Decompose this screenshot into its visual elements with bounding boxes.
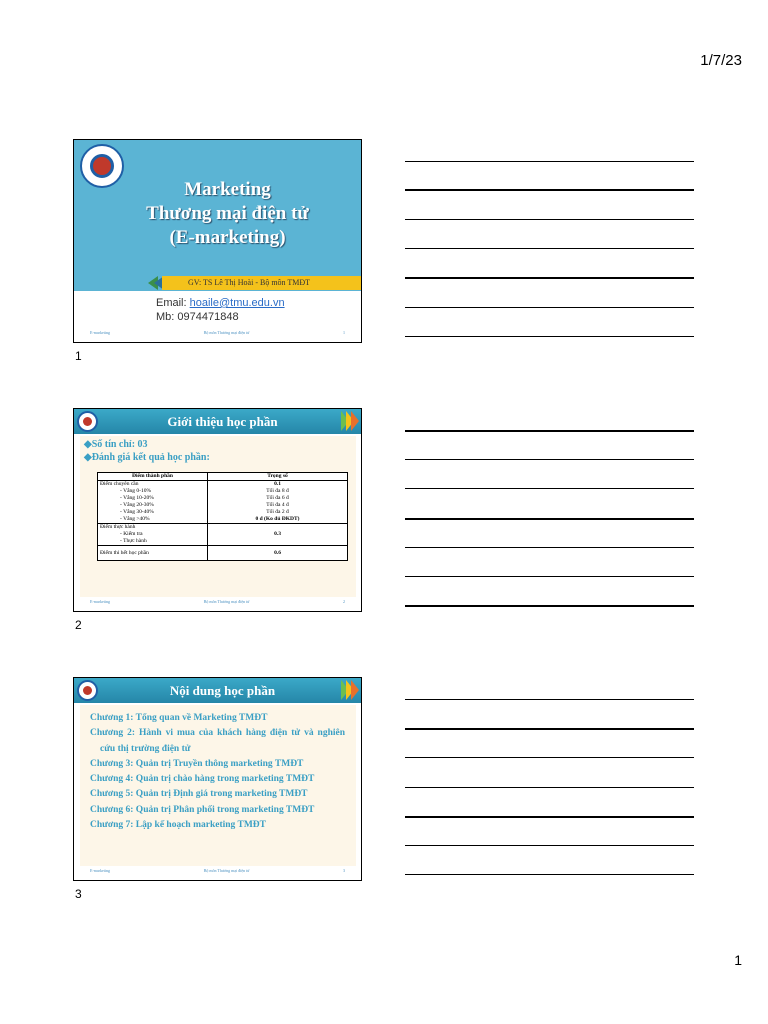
slide-3 bbox=[73, 677, 362, 881]
slide-title: Marketing Thương mại điện tử (E-marketing) bbox=[146, 179, 309, 248]
note-line bbox=[405, 189, 694, 191]
bullet-item: ◆Số tín chỉ: 03 bbox=[84, 439, 148, 450]
arrows-icon bbox=[341, 680, 359, 701]
slide-title: Nội dung học phần bbox=[169, 683, 276, 698]
note-line bbox=[405, 219, 694, 220]
slide-footer: E-marketing Bộ môn Thương mại điện tử 2 bbox=[90, 599, 345, 604]
slide-number: 3 bbox=[75, 887, 82, 901]
phone: Mb: 0974471848 bbox=[156, 311, 239, 323]
note-line bbox=[405, 728, 694, 730]
note-line bbox=[405, 547, 694, 548]
slide-2 bbox=[73, 408, 362, 612]
slide-footer: E-marketing Bộ môn Thương mại điện tử 3 bbox=[90, 868, 345, 873]
contact-info bbox=[156, 296, 285, 324]
table-row: Điểm thực hành - Kiểm tra - Thực hành 0.3 bbox=[98, 524, 348, 546]
note-line bbox=[405, 845, 694, 846]
table-row: Điểm thi hết học phần 0.6 bbox=[98, 546, 348, 561]
print-date: 1/7/23 bbox=[700, 52, 742, 69]
university-logo-icon bbox=[77, 680, 98, 701]
note-line bbox=[405, 161, 694, 162]
note-line bbox=[405, 248, 694, 249]
note-line bbox=[405, 787, 694, 788]
slide-number: 2 bbox=[75, 618, 82, 632]
note-line bbox=[405, 277, 694, 279]
slide-header bbox=[74, 678, 361, 703]
list-item: Chương 5: Quản trị Định giá trong marketing TMĐT bbox=[90, 789, 308, 800]
email-label: Email: bbox=[156, 297, 187, 309]
title-area bbox=[74, 140, 361, 291]
note-line bbox=[405, 488, 694, 489]
note-line bbox=[405, 336, 694, 337]
slide-header bbox=[74, 409, 361, 434]
slide-number: 1 bbox=[75, 349, 82, 363]
grading-table bbox=[97, 472, 348, 561]
university-logo-icon bbox=[77, 411, 98, 432]
note-line bbox=[405, 874, 694, 875]
arrows-icon bbox=[341, 411, 359, 432]
slide-title: Giới thiệu học phần bbox=[167, 414, 278, 429]
note-line bbox=[405, 605, 694, 607]
note-line bbox=[405, 459, 694, 460]
table-row: Điểm chuyên cần - Vắng 0-10% - Vắng 10-20% - Vắng 20-30% - Vắng 30-40% - Vắng >40% 0.1 Tối đa 8 đ Tối đa 6 đ Tối đa 4 đ Tối đa 2 đ 0 đ (Ko đủ ĐKDT) bbox=[98, 481, 348, 524]
chapter-list bbox=[90, 711, 345, 833]
lecturer-bar: GV: TS Lê Thị Hoài - Bộ môn TMĐT bbox=[162, 276, 361, 290]
note-line bbox=[405, 307, 694, 308]
note-line bbox=[405, 430, 694, 432]
email-link[interactable]: hoaile@tmu.edu.vn bbox=[189, 297, 285, 309]
slide-footer: E-marketing Bộ môn Thương mại điện tử 1 bbox=[90, 330, 345, 335]
list-item: Chương 4: Quản trị chào hàng trong marketing TMĐT bbox=[90, 774, 315, 785]
note-line bbox=[405, 816, 694, 818]
list-item: Chương 6: Quản trị Phân phối trong marketing TMĐT bbox=[90, 804, 315, 815]
note-line bbox=[405, 757, 694, 758]
bullet-list bbox=[84, 438, 210, 464]
note-line bbox=[405, 518, 694, 520]
slide-1 bbox=[73, 139, 362, 343]
list-item: Chương 7: Lập kế hoạch marketing TMĐT bbox=[90, 820, 267, 831]
note-line bbox=[405, 576, 694, 577]
note-line bbox=[405, 699, 694, 700]
table-header-row: Điểm thành phần Trọng số bbox=[98, 473, 348, 481]
list-item: Chương 3: Quản trị Truyền thông marketing TMĐT bbox=[90, 758, 304, 769]
list-item: Chương 2: Hành vi mua của khách hàng điện tử và nghiên cứu thị trường điện tử bbox=[90, 728, 345, 754]
page-number: 1 bbox=[734, 952, 742, 968]
list-item: Chương 1: Tổng quan về Marketing TMĐT bbox=[90, 713, 268, 723]
bullet-item: ◆Đánh giá kết quả học phần: bbox=[84, 452, 210, 463]
